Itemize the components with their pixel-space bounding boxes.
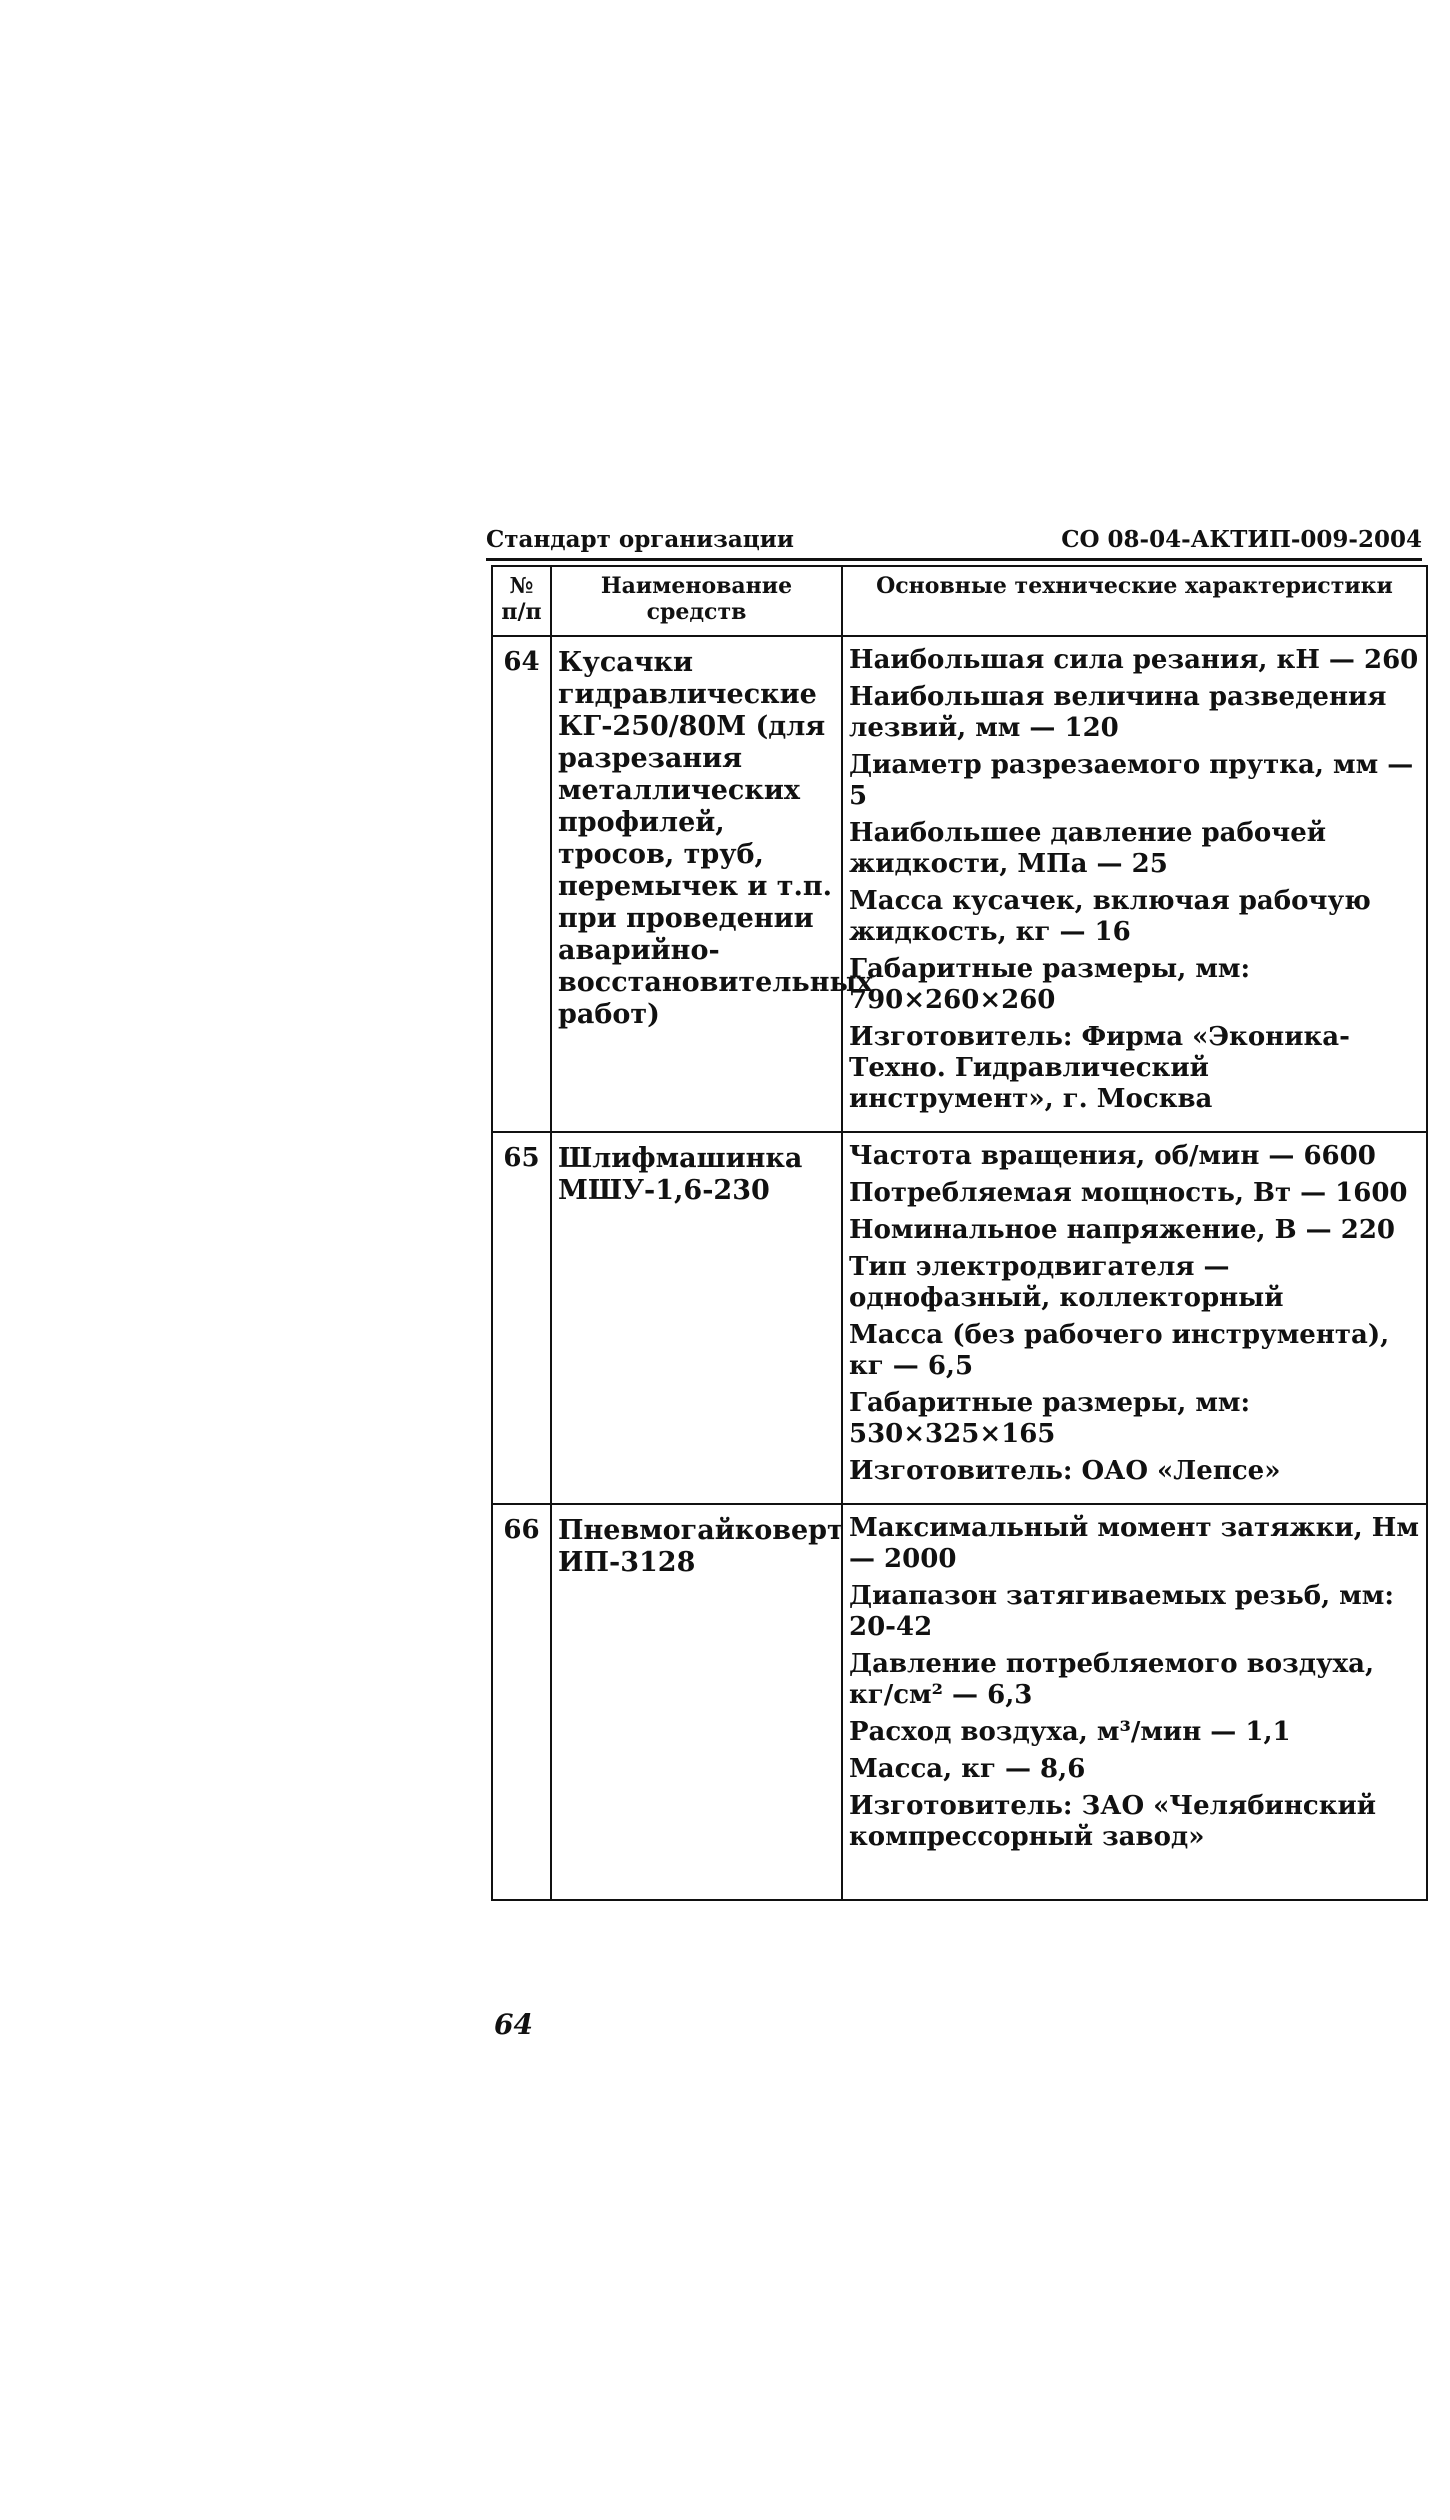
characteristics-cell <box>842 636 1427 1132</box>
characteristic-item: Габаритные размеры, мм: 790×260×260 <box>849 954 1251 1015</box>
characteristics-cell <box>842 1504 1427 1900</box>
characteristic-item: Наибольшее давление рабочей жидкости, МПа — 25 <box>849 818 1327 879</box>
table-row <box>492 1132 1427 1504</box>
characteristic-item: Номинальное напряжение, В — 220 <box>849 1215 1395 1245</box>
characteristic-item: Диаметр разрезаемого прутка, мм — 5 <box>849 750 1414 811</box>
specifications-table <box>491 565 1428 1901</box>
column-header-number: № п/п <box>492 566 551 636</box>
characteristic-item: Наибольшая сила резания, кН — 260 <box>849 645 1419 675</box>
characteristic-item: Габаритные размеры, мм: 530×325×165 <box>849 1388 1251 1449</box>
characteristic-item: Изготовитель: ЗАО «Челябинский компрессорный завод» <box>849 1791 1377 1852</box>
page-number: 64 <box>494 2008 533 2041</box>
header-organization-standard: Стандарт организации <box>486 526 794 553</box>
equipment-name: Пневмогайковерт ИП-3128 <box>551 1504 842 1900</box>
characteristic-item: Масса, кг — 8,6 <box>849 1754 1086 1784</box>
characteristic-item: Масса (без рабочего инструмента), кг — 6,5 <box>849 1320 1390 1381</box>
table-header-row <box>492 566 1427 636</box>
table-row <box>492 1504 1427 1900</box>
characteristic-item: Давление потребляемого воздуха, кг/см² — 6,3 <box>849 1649 1375 1710</box>
page-header <box>486 522 1422 556</box>
row-number: 65 <box>492 1132 551 1504</box>
characteristic-item: Потребляемая мощность, Вт — 1600 <box>849 1178 1408 1208</box>
characteristic-item: Частота вращения, об/мин — 6600 <box>849 1141 1376 1171</box>
header-rule <box>486 558 1422 561</box>
characteristic-item: Диапазон затягиваемых резьб, мм: 20-42 <box>849 1581 1394 1642</box>
column-header-name: Наименование средств <box>551 566 842 636</box>
table-row <box>492 636 1427 1132</box>
column-header-characteristics: Основные технические характеристики <box>842 566 1427 636</box>
row-number: 66 <box>492 1504 551 1900</box>
header-document-code: СО 08-04-АКТИП-009-2004 <box>1061 526 1422 553</box>
characteristic-item: Наибольшая величина разведения лезвий, мм — 120 <box>849 682 1387 743</box>
characteristic-item: Тип электродвигателя — однофазный, коллекторный <box>849 1252 1284 1313</box>
equipment-name: Шлифмашинка МШУ-1,6-230 <box>551 1132 842 1504</box>
characteristic-item: Расход воздуха, м³/мин — 1,1 <box>849 1717 1291 1747</box>
characteristic-item: Масса кусачек, включая рабочую жидкость, кг — 16 <box>849 886 1371 947</box>
characteristic-item: Изготовитель: ОАО «Лепсе» <box>849 1456 1281 1486</box>
equipment-name: Кусачки гидравлические КГ-250/80М (для разрезания металлических профилей, тросов, труб, перемычек и т.п. при проведении аварийно-восстановительных работ) <box>551 636 842 1132</box>
characteristics-cell <box>842 1132 1427 1504</box>
characteristic-item: Изготовитель: Фирма «Эконика-Техно. Гидравлический инструмент», г. Москва <box>849 1022 1350 1114</box>
characteristic-item: Максимальный момент затяжки, Нм — 2000 <box>849 1513 1419 1574</box>
row-number: 64 <box>492 636 551 1132</box>
